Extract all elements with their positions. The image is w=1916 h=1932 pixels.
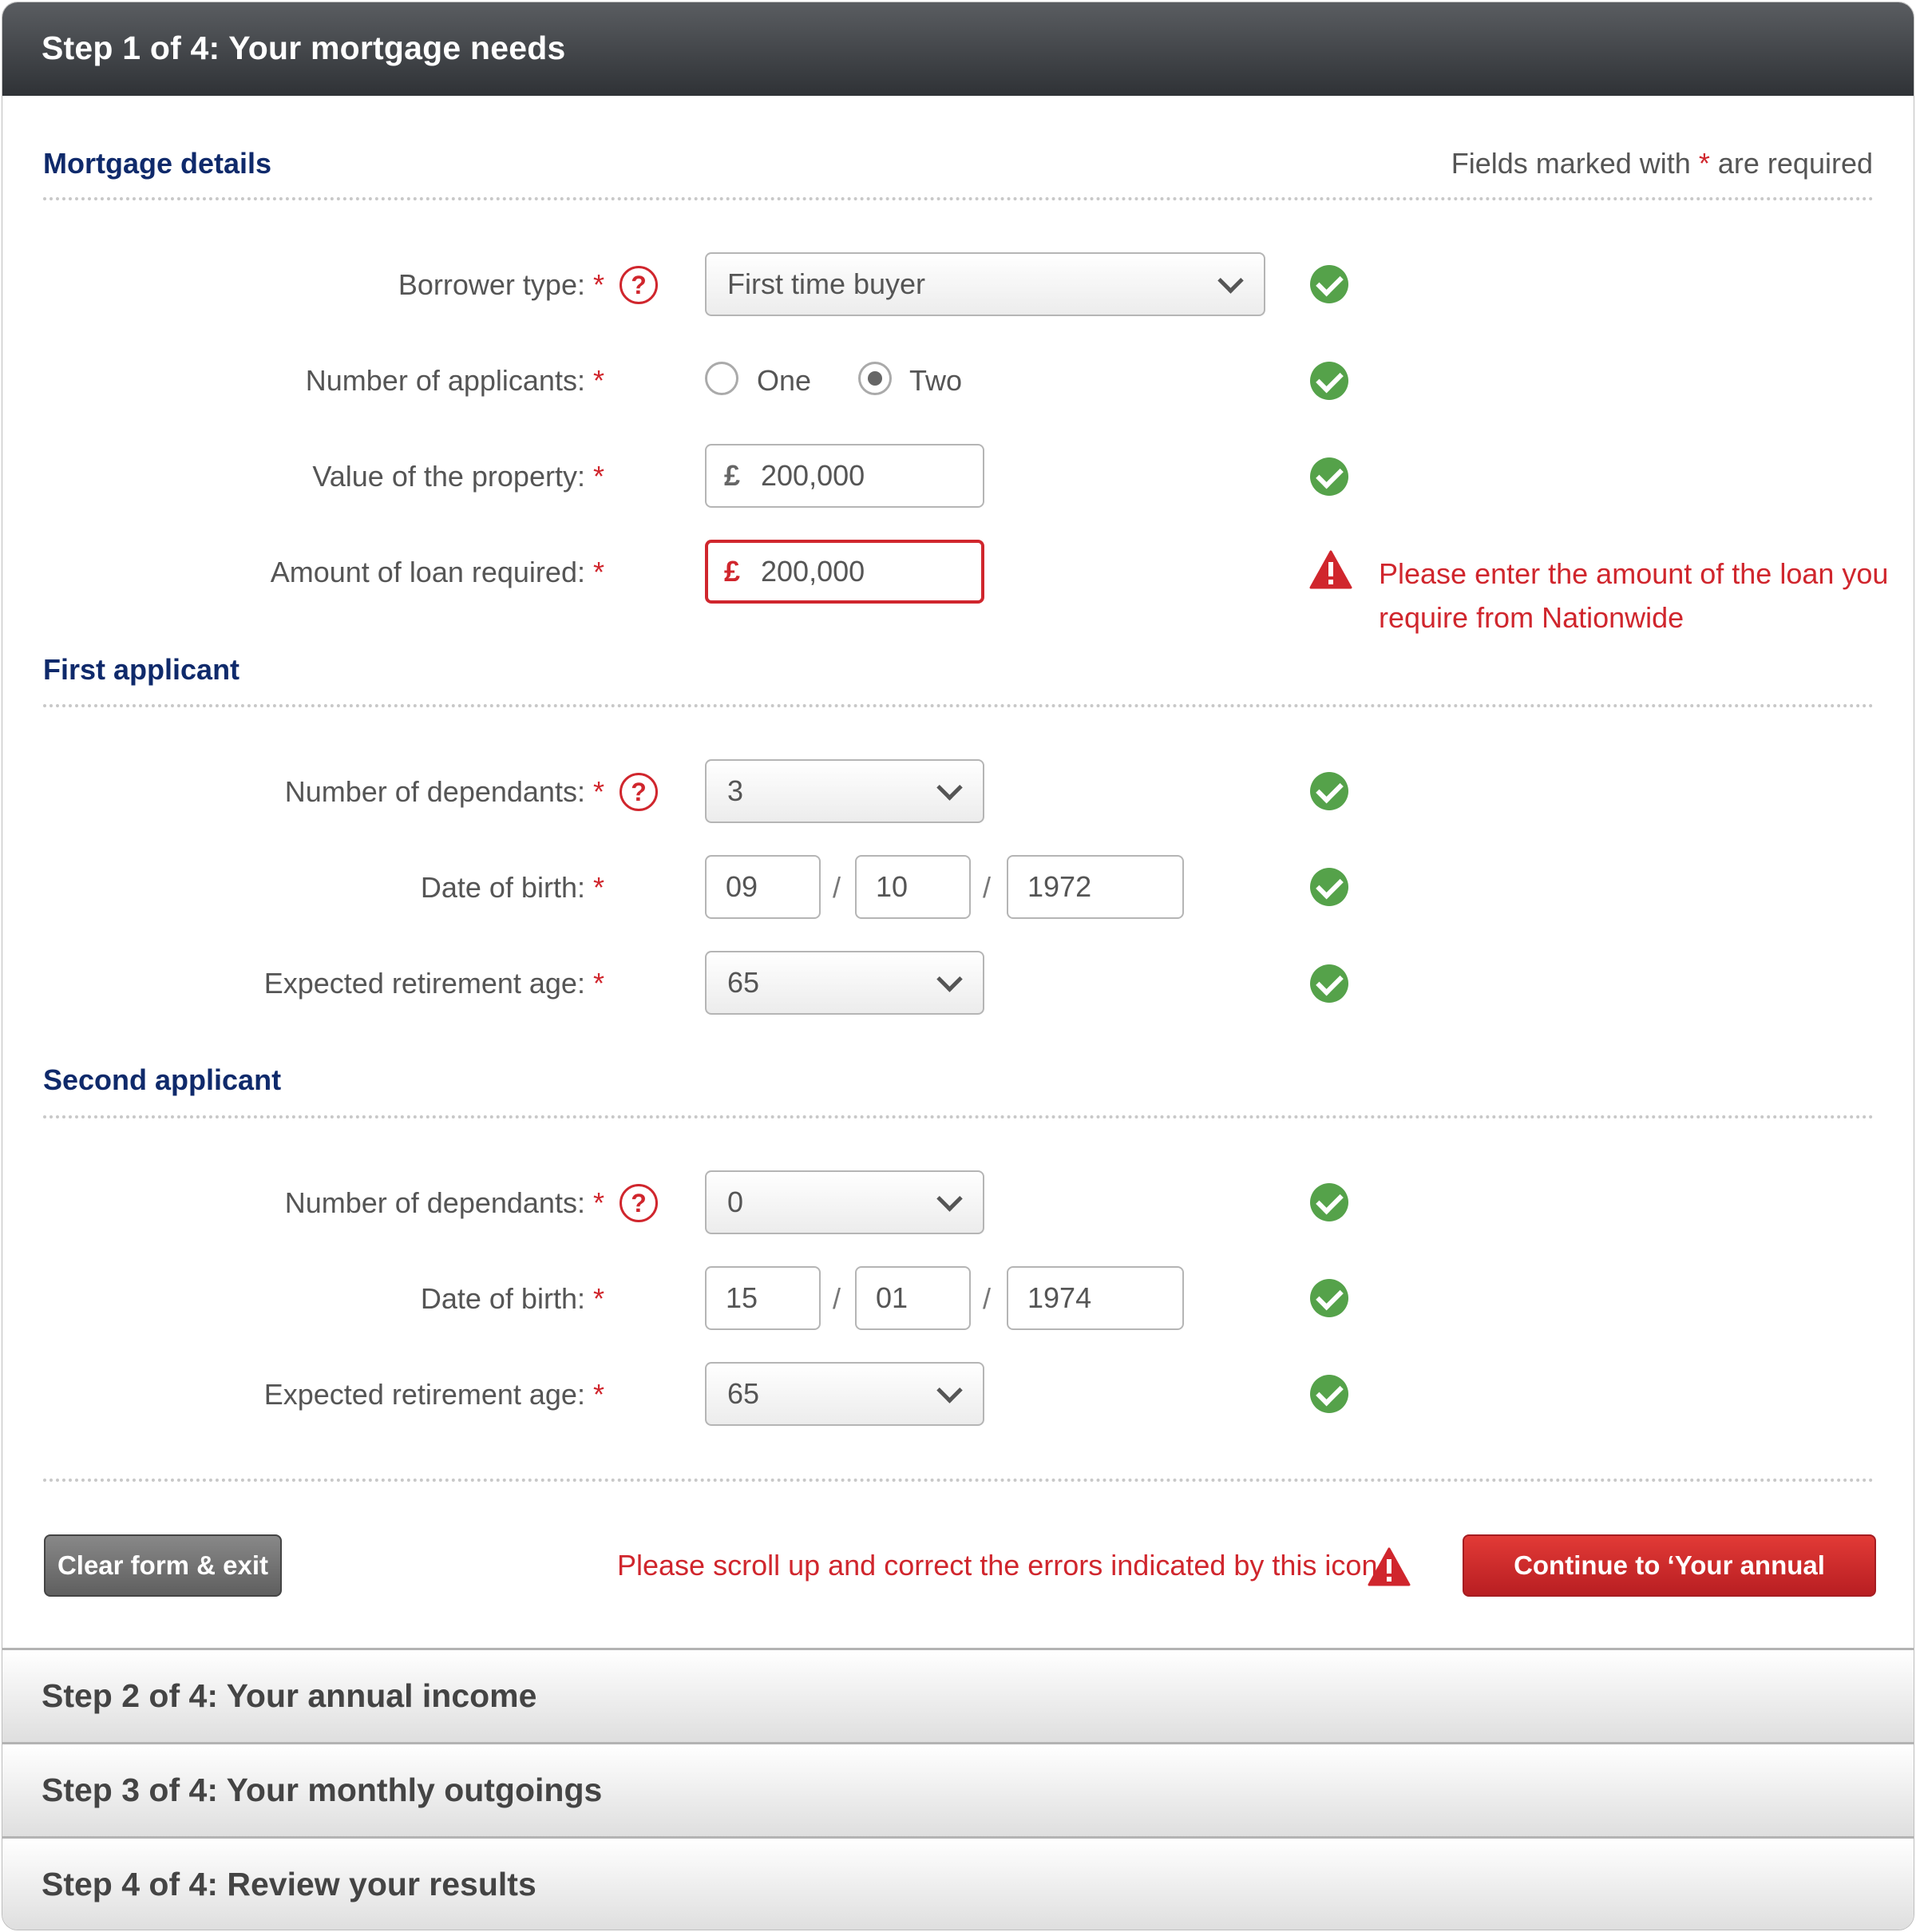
success-check-icon: [1310, 964, 1348, 1003]
second-retirement-label: Expected retirement age: *: [263, 1378, 604, 1411]
required-star: *: [1698, 147, 1710, 180]
applicants-label: Number of applicants: *: [305, 364, 604, 397]
first-dob-month: 10: [876, 870, 909, 903]
applicants-one-label[interactable]: One: [757, 364, 812, 397]
loan-error-line2: require from Nationwide: [1379, 601, 1684, 634]
applicants-two-radio[interactable]: [858, 362, 892, 395]
property-value-label: Value of the property: *: [312, 460, 604, 493]
loan-amount-label: Amount of loan required: *: [270, 556, 604, 588]
step4-header[interactable]: [2, 1836, 1914, 1930]
success-check-icon: [1310, 1183, 1348, 1221]
divider: [43, 1479, 1874, 1482]
step2-header[interactable]: [2, 1648, 1914, 1744]
divider: [43, 1115, 1874, 1118]
success-check-icon: [1310, 457, 1348, 496]
first-retirement-select[interactable]: [705, 951, 984, 1015]
second-dob-year: 1974: [1027, 1281, 1092, 1314]
first-dob-day: 09: [726, 870, 758, 903]
loan-amount-input[interactable]: [705, 540, 984, 604]
first-dependants-value: 3: [727, 774, 744, 807]
divider: [43, 704, 1874, 707]
date-separator: /: [983, 871, 992, 904]
second-retirement-select[interactable]: [705, 1362, 984, 1426]
borrower-type-help-icon[interactable]: ?: [620, 266, 658, 304]
property-value-text: 200,000: [761, 459, 865, 492]
scroll-up-error-message: Please scroll up and correct the errors indicated by this icon: [617, 1549, 1378, 1582]
success-check-icon: [1310, 868, 1348, 906]
second-dob-day-input[interactable]: [705, 1266, 821, 1330]
success-check-icon: [1310, 265, 1348, 303]
step3-header[interactable]: [2, 1742, 1914, 1838]
second-dependants-help-icon[interactable]: ?: [620, 1184, 658, 1222]
borrower-type-value: First time buyer: [727, 267, 926, 300]
first-retirement-value: 65: [727, 966, 760, 999]
chevron-down-icon: [1217, 267, 1244, 294]
success-check-icon: [1310, 772, 1348, 810]
second-dependants-select[interactable]: [705, 1170, 984, 1234]
second-retirement-value: 65: [727, 1377, 760, 1410]
second-dob-day: 15: [726, 1281, 758, 1314]
loan-amount-error: [1379, 552, 1888, 639]
second-applicant-heading: Second applicant: [43, 1063, 282, 1096]
step1-title: Step 1 of 4: Your mortgage needs: [42, 30, 566, 66]
date-separator: /: [983, 1282, 992, 1315]
borrower-type-label: Borrower type: *: [398, 268, 604, 301]
property-value-input[interactable]: [705, 444, 984, 508]
chevron-down-icon: [936, 966, 963, 992]
second-dob-year-input[interactable]: [1007, 1266, 1184, 1330]
second-dependants-label: Number of dependants: *: [284, 1186, 604, 1219]
first-retirement-label: Expected retirement age: *: [263, 967, 604, 1000]
continue-button[interactable]: Continue to ‘Your annual income’: [1463, 1534, 1876, 1597]
form-panel: [2, 2, 1914, 1930]
first-dob-label: Date of birth: *: [420, 871, 604, 904]
first-dependants-select[interactable]: [705, 759, 984, 823]
applicants-one-radio[interactable]: [705, 362, 738, 395]
first-dob-year-input[interactable]: [1007, 855, 1184, 919]
warning-icon: [1309, 550, 1352, 590]
currency-symbol: £: [724, 555, 741, 588]
success-check-icon: [1310, 1279, 1348, 1317]
borrower-type-select[interactable]: [705, 252, 1265, 316]
divider: [43, 197, 1874, 200]
loan-error-line1: Please enter the amount of the loan you: [1379, 557, 1889, 590]
second-dob-month: 01: [876, 1281, 909, 1314]
success-check-icon: [1310, 362, 1348, 400]
first-dob-day-input[interactable]: [705, 855, 821, 919]
required-fields-note: [1451, 147, 1873, 180]
chevron-down-icon: [936, 1377, 963, 1403]
step1-header[interactable]: [2, 2, 1914, 96]
second-dob-month-input[interactable]: [855, 1266, 971, 1330]
step4-title: Step 4 of 4: Review your results: [42, 1866, 536, 1902]
first-dob-year: 1972: [1027, 870, 1092, 903]
second-dob-label: Date of birth: *: [420, 1282, 604, 1315]
required-note-suffix: are required: [1717, 147, 1873, 180]
currency-symbol: £: [724, 459, 741, 492]
required-note-prefix: Fields marked with: [1451, 147, 1691, 180]
step2-title: Step 2 of 4: Your annual income: [42, 1677, 537, 1714]
clear-form-button[interactable]: Clear form & exit: [44, 1534, 282, 1597]
second-dependants-value: 0: [727, 1186, 744, 1218]
first-applicant-heading: First applicant: [43, 653, 240, 686]
date-separator: /: [833, 871, 841, 904]
loan-amount-text: 200,000: [761, 555, 865, 588]
chevron-down-icon: [936, 774, 963, 801]
mortgage-details-heading: Mortgage details: [43, 147, 272, 180]
applicants-two-label[interactable]: Two: [909, 364, 963, 397]
first-dependants-help-icon[interactable]: ?: [620, 773, 658, 811]
first-dependants-label: Number of dependants: *: [284, 775, 604, 808]
chevron-down-icon: [936, 1186, 963, 1212]
first-dob-month-input[interactable]: [855, 855, 971, 919]
step3-title: Step 3 of 4: Your monthly outgoings: [42, 1772, 603, 1808]
warning-icon: [1368, 1547, 1411, 1587]
success-check-icon: [1310, 1375, 1348, 1413]
date-separator: /: [833, 1282, 841, 1315]
